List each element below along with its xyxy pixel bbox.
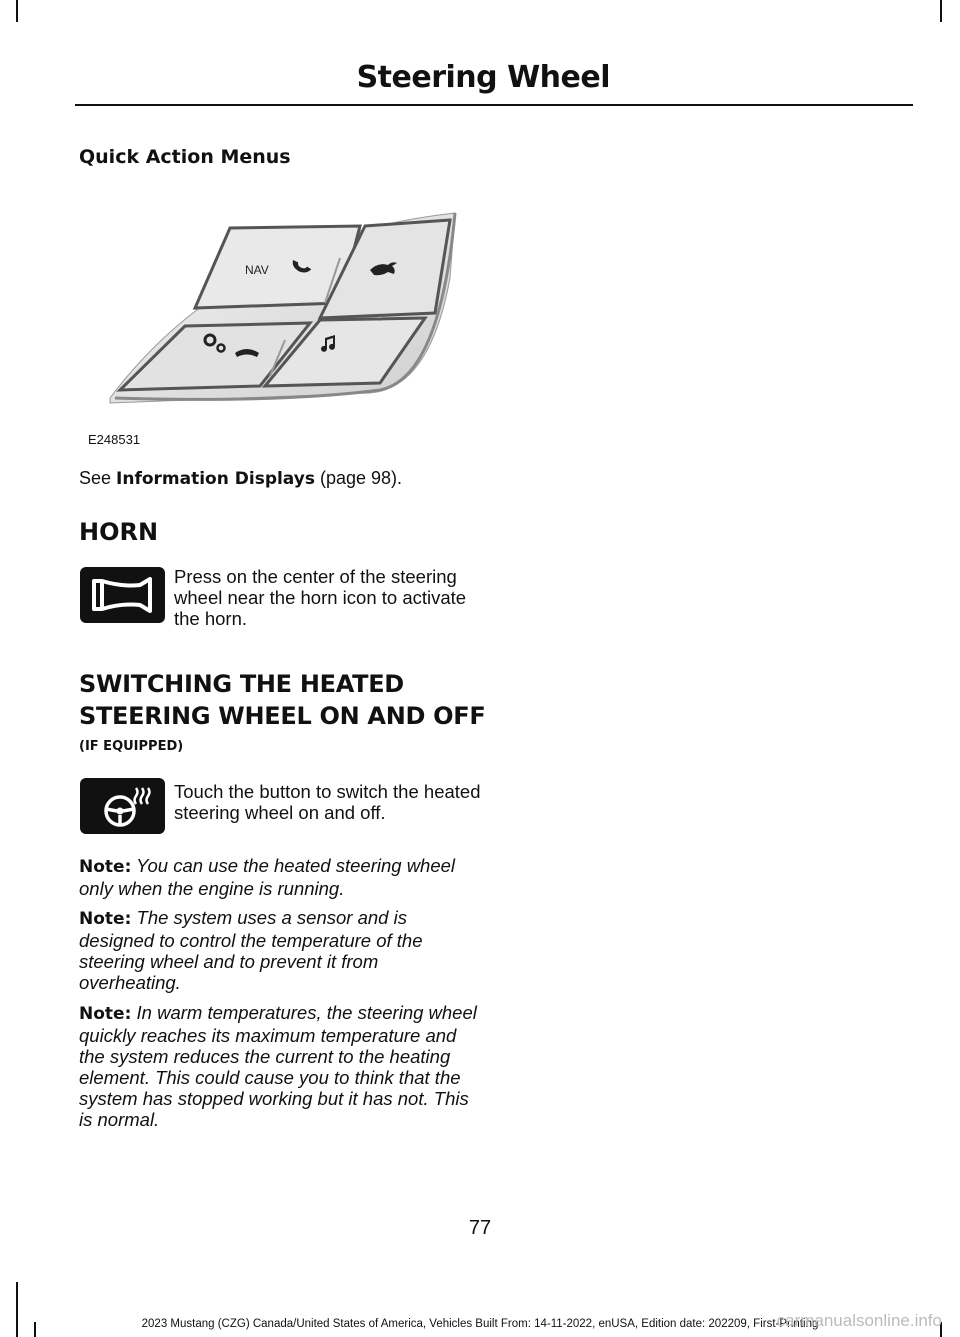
steering-controls-illustration	[80, 208, 480, 453]
page-number: 77	[468, 1217, 492, 1239]
horn-text: Press on the center of the steering wheel near the horn icon to activate the horn.	[174, 566, 467, 629]
see-suffix: (page 98).	[314, 468, 403, 488]
note-text: You can use the heated steering wheel only when the engine is running.	[79, 855, 456, 899]
heated-heading-line2: STEERING WHEEL ON AND OFF	[79, 702, 486, 730]
note-label: Note:	[79, 909, 132, 929]
horn-icon	[80, 567, 165, 623]
heated-heading-line1: SWITCHING THE HEATED	[79, 670, 404, 698]
page-header-title: Steering Wheel	[356, 60, 610, 95]
see-link[interactable]: Information Displays	[116, 469, 315, 489]
watermark: carmanualsonline.info	[776, 1311, 942, 1330]
heated-text: Touch the button to switch the heated steering wheel on and off.	[174, 781, 481, 823]
note-text: The system uses a sensor and is designed to control the temperature of the steering wheel and to prevent it from overheating.	[79, 907, 423, 993]
note-label: Note:	[79, 857, 132, 877]
note-warm-temperatures	[79, 1002, 479, 1130]
heated-steering-wheel-icon	[80, 778, 165, 834]
quick-action-heading: Quick Action Menus	[79, 146, 291, 168]
note-engine-running	[79, 855, 479, 899]
footer-text: 2023 Mustang (CZG) Canada/United States of America, Vehicles Built From: 14-11-2022, enUSA, Edition date: 202209, First-Printing	[141, 1318, 819, 1330]
crop-mark-top-left	[16, 0, 18, 22]
crop-mark-top-right	[940, 0, 942, 22]
note-label: Note:	[79, 1004, 132, 1024]
if-equipped-label: (IF EQUIPPED)	[79, 739, 184, 754]
image-code: E248531	[88, 432, 141, 447]
nav-label: NAV	[245, 263, 269, 277]
see-reference	[79, 468, 402, 489]
horn-heading: HORN	[79, 518, 159, 546]
note-text: In warm temperatures, the steering wheel quickly reaches its maximum temperature and the system reduces the current to the heating element. This could cause you to think that the system has stopped working but it has not. This is normal.	[79, 1002, 477, 1130]
header-rule	[75, 104, 913, 106]
heated-wheel-heading	[79, 668, 485, 732]
note-sensor	[79, 907, 479, 993]
see-prefix: See	[79, 468, 117, 488]
